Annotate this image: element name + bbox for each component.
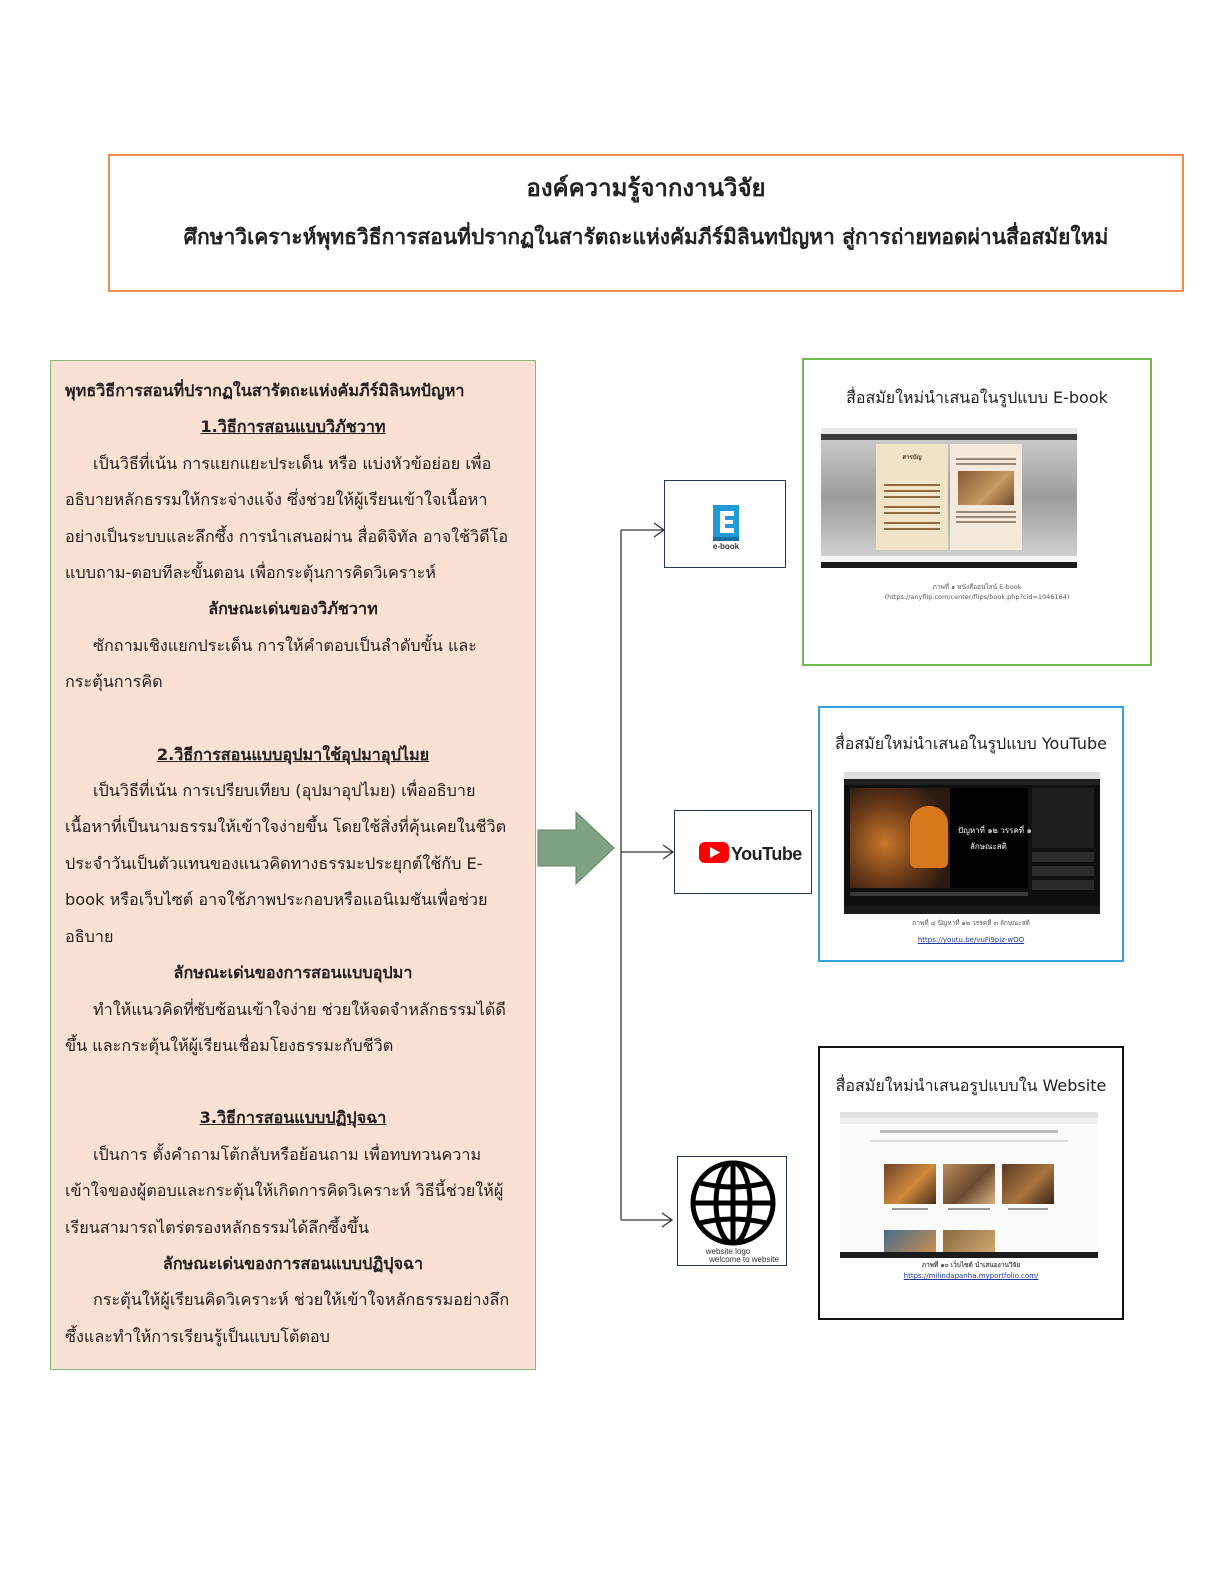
- website-media-box: [818, 1046, 1124, 1320]
- youtube-caption: ภาพที่ ๔ ปัญหาที่ ๑๒ วรรคที่ ๓ ลักษณะสติ: [912, 919, 1030, 927]
- ebook-icon-box[interactable]: [664, 480, 786, 568]
- ebook-media-box: [802, 358, 1152, 666]
- youtube-video-text-2: ลักษณะสติ: [970, 842, 1007, 851]
- section-1-feature-body: ซักถามเชิงแยกประเด็น การให้คำตอบเป็นลำดับขั้น และกระตุ้นการคิด: [65, 635, 477, 692]
- title-box: [108, 154, 1184, 292]
- youtube-media-box: [818, 706, 1124, 962]
- section-3-body: เป็นการ ตั้งคำถามโต้กลับหรือย้อนถาม เพื่อทบทวนความเข้าใจของผู้ตอบและกระตุ้นให้เกิดการคิดวิเคราะห์ วิธีนี้ช่วยให้ผู้เรียนสามารถไตร่ตรองหลักธรรมได้ลึกซึ้งขึ้น: [65, 1144, 504, 1237]
- youtube-link[interactable]: https://youtu.be/vuFi9piz-wOO: [917, 936, 1025, 944]
- section-3-title: 3.วิธีการสอนแบบปฏิปุจฉา: [199, 1108, 387, 1128]
- panel-heading: พุทธวิธีการสอนที่ปรากฏในสารัตถะแห่งคัมภีร์มิลินทปัญหา: [65, 381, 465, 400]
- website-screenshot: [840, 1112, 1098, 1258]
- section-3-feature-title: ลักษณะเด่นของการสอนแบบปฏิปุจฉา: [162, 1253, 424, 1273]
- teaching-methods-panel: [50, 360, 536, 1370]
- globe-icon: [678, 1157, 788, 1267]
- youtube-icon-box[interactable]: [674, 810, 812, 894]
- ebook-icon-label: e-book: [712, 542, 740, 551]
- youtube-video-text-1: ปัญหาที่ ๑๒ วรรคที่ ๑: [958, 826, 1032, 835]
- section-2-title: 2.วิธีการสอนแบบอุปมาใช้อุปมาอุปไมย: [156, 744, 430, 764]
- section-1-feature-title: ลักษณะเด่นของวิภัชวาท: [208, 599, 378, 619]
- ebook-page-heading: สารบัญ: [902, 454, 922, 461]
- ebook-caption: ภาพที่ ๑ หนังสืออนไลน์ E-book: [932, 583, 1022, 591]
- website-media-title: สื่อสมัยใหม่นำเสนอรูปแบบใน Website: [835, 1076, 1107, 1095]
- section-1-body: เป็นวิธีที่เน้น การแยกแยะประเด็น หรือ แบ่งหัวข้อย่อย เพื่ออธิบายหลักธรรมให้กระจ่างแจ้ง ซึ่งช่วยให้ผู้เรียนเข้าใจเนื้อหาอย่างเป็นระบบและลึกซึ้ง การนำเสนอผ่าน สื่อดิจิทัล อาจใช้วิดีโอแบบถาม-ตอบทีละขั้นตอน เพื่อกระตุ้นการคิดวิเคราะห์: [65, 453, 509, 583]
- ebook-media-title: สื่อสมัยใหม่นำเสนอในรูปแบบ E-book: [846, 388, 1108, 407]
- section-2-feature-title: ลักษณะเด่นของการสอนแบบอุปมา: [173, 963, 413, 983]
- ebook-right-page: [950, 444, 1022, 550]
- website-icon-box[interactable]: [677, 1156, 787, 1266]
- youtube-video-frame[interactable]: [850, 788, 1032, 888]
- big-right-arrow-icon: [536, 810, 616, 886]
- section-2-feature-body: ทำให้แนวคิดที่ซับซ้อนเข้าใจง่าย ช่วยให้จดจำหลักธรรมได้ดีขึ้น และกระตุ้นให้ผู้เรียนเชื่อมโยงธรรมะกับชีวิต: [65, 999, 506, 1055]
- website-caption: ภาพที่ ๑๐ เว็บไซต์ นำเสนองานวิจัย: [921, 1261, 1021, 1269]
- page-title: องค์ความรู้จากงานวิจัย: [526, 174, 766, 202]
- youtube-icon: [675, 811, 813, 895]
- website-icon-label-1: website logo: [705, 1247, 751, 1256]
- ebook-screenshot: [821, 428, 1077, 568]
- youtube-screenshot: [844, 772, 1100, 914]
- youtube-icon-label: YouTube: [731, 844, 802, 864]
- section-1-title: 1.วิธีการสอนแบบวิภัชวาท: [200, 417, 386, 437]
- website-icon-label-2: welcome to website: [709, 1255, 779, 1264]
- section-2-body: เป็นวิธีที่เน้น การเปรียบเทียบ (อุปมาอุปไมย) เพื่ออธิบายเนื้อหาที่เป็นนามธรรมให้เข้าใจง่ายขึ้น โดยใช้สิ่งที่คุ้นเคยในชีวิตประจำวันเป็นตัวแทนของแนวคิดทางธรรมะประยุกต์ใช้กับ E-book หรือเว็บไซต์ อาจใช้ภาพประกอบหรือแอนิเมชันเพื่อช่วยอธิบาย: [65, 781, 507, 946]
- ebook-icon: [665, 481, 787, 569]
- youtube-media-title: สื่อสมัยใหม่นำเสนอในรูปแบบ YouTube: [835, 734, 1107, 753]
- section-3-feature-body: กระตุ้นให้ผู้เรียนคิดวิเคราะห์ ช่วยให้เข้าใจหลักธรรมอย่างลึกซึ้งและทำให้การเรียนรู้เป็นแบบโต้ตอบ: [65, 1290, 510, 1346]
- ebook-link[interactable]: (https://anyflip.com/center/flips/book.php?cid=1046164): [884, 593, 1070, 601]
- website-link[interactable]: https://milindapanha.myportfolio.com/: [903, 1272, 1039, 1280]
- ebook-left-page: [876, 444, 948, 550]
- page-subtitle: ศึกษาวิเคราะห์พุทธวิธีการสอนที่ปรากฏในสารัตถะแห่งคัมภีร์มิลินทปัญหา สู่การถ่ายทอดผ่านสื่อสมัยใหม่: [183, 225, 1109, 249]
